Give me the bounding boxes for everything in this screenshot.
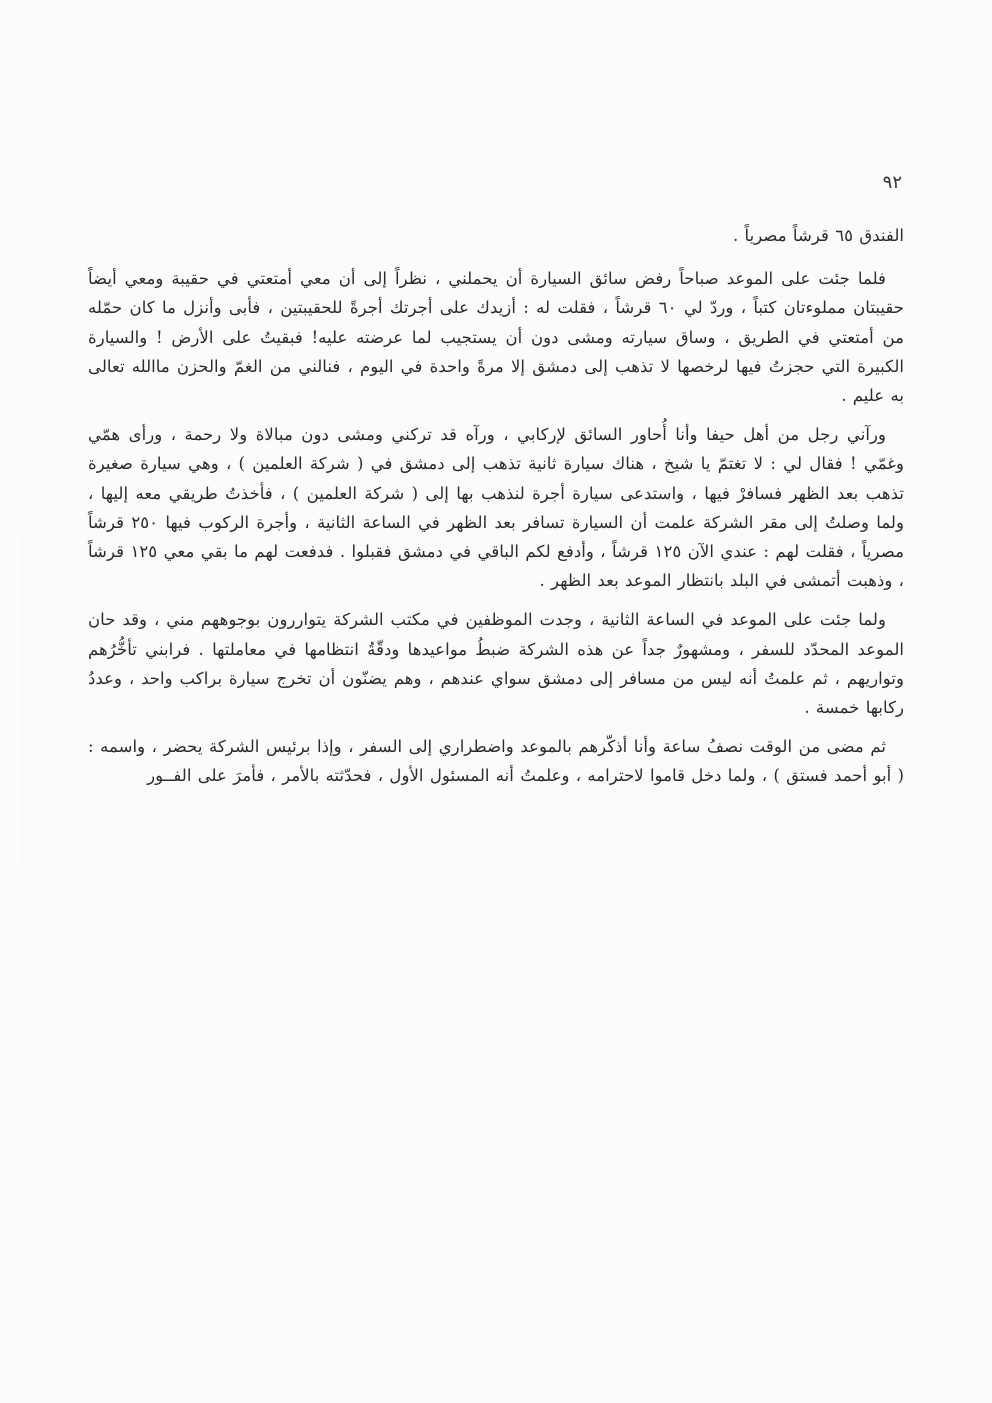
paragraph-2: فلما جئت على الموعد صباحاً رفض سائق السيارة أن يحملني ، نظراً إلى أن معي أمتعتي في حقيبة ومعي أيضاً حقيبتان مملوءتان كتباً ، وردّ لي ٦٠ قرشاً ، فقلت له : أزيدك على أجرتك أجرةً للحقيبتين ، فأبى وأنزل ما كان حمّله من أمتعتي في الطريق ، وساق سيارته ومشى دون أن يستجيب لما عرضته عليه! فبقيتُ على الأرض ! والسيارة الكبيرة التي حجزتُ فيها لرخصها لا تذهب إلى دمشق إلا مرةً واحدة في اليوم ، فنالني من الغمّ والحزن ماالله تعالى به عليم .	[88, 269, 904, 406]
paragraph-4: ولما جئت على الموعد في الساعة الثانية ، وجدت الموظفين في مكتب الشركة يتواررون بوجوههم مني ، وقد حان الموعد المحدّد للسفر ، ومشهورٌ جداً عن هذه الشركة ضبطُ مواعيدها ودقّةُ انتظامها في معاملتها . فرابني تأخُّرُهم وتواريهم ، ثم علمتُ أنه ليس من مسافر إلى دمشق سواي عندهم ، وهم يضنّون أن تخرج سيارة براكب واحد ، وعددُ ركابها خمسة .	[88, 610, 904, 718]
paragraph-3: ورآني رجل من أهل حيفا وأنا أُحاور السائق لإركابي ، ورآه قد تركني ومشى دون مبالاة ولا رحمة ، ورأى همّي وغمّي ! فقال لي : لا تغتمّ يا شيخ ، هناك سيارة ثانية تذهب إلى دمشق في ( شركة العلمين ) ، وهي سيارة صغيرة تذهب بعد الظهر فسافرْ فيها ، واستدعى سيارة أجرة لنذهب بها إلى ( شركة العلمين ) ، فأخذتُ طريقي معه إليها ، ولما وصلتُ إلى مقر الشركة علمت أن السيارة تسافر بعد الظهر في الساعة الثانية ، وأجرة الركوب فيها ٢٥٠ قرشاً مصرياً ، فقلت لهم : عندي الآن ١٢٥ قرشاً ، وأدفع لكم الباقي في دمشق فقبلوا . فدفعت لهم ما بقي معي ١٢٥ قرشاً ، وذهبت أتمشى في البلد بانتظار الموعد بعد الظهر .	[88, 425, 904, 591]
paragraph-1: الفندق ٦٥ قرشاً مصرياً .	[732, 226, 904, 245]
paragraph-5: ثم مضى من الوقت نصفُ ساعة وأنا أذكّرهم بالموعد واضطراري إلى السفر ، وإذا برئيس الشركة يحضر ، واسمه : ( أبو أحمد فستق ) ، ولما دخل قاموا لاحترامه ، وعلمتُ أنه المسئول الأول ، فحدّثته بالأمر ، فأمرَ على الفــور	[88, 737, 904, 786]
scan-edge-shadow	[22, 0, 23, 1403]
body-text	[88, 221, 904, 801]
page-number: ٩٢	[882, 172, 902, 193]
